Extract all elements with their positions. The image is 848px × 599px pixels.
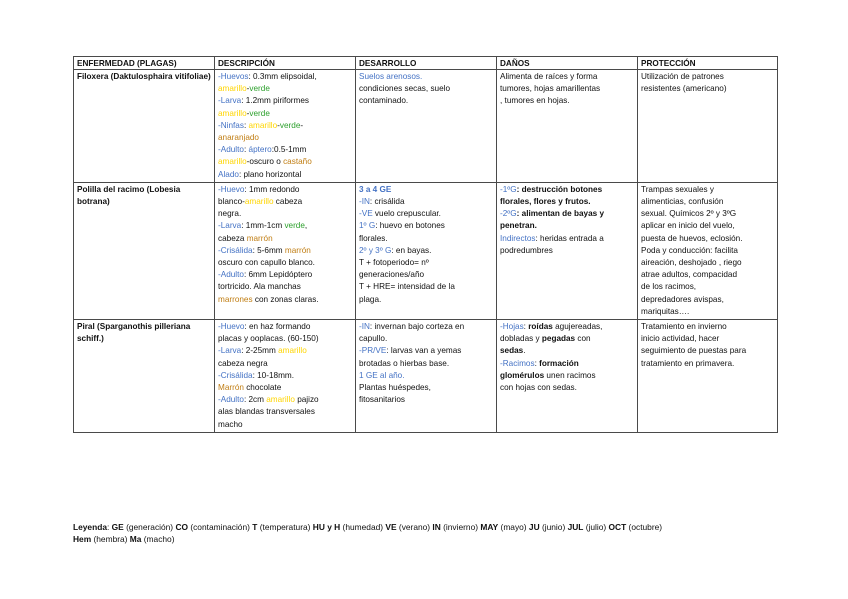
text-segment: contaminado.: [359, 96, 409, 106]
text-segment: (temperatura): [257, 522, 313, 532]
text-line: [73, 522, 793, 534]
text-line: [359, 358, 493, 370]
text-segment: (macho): [141, 533, 175, 544]
text-segment: sexual. Químicos 2º y 3ºG: [641, 209, 737, 219]
header-row: [74, 57, 778, 70]
text-segment: -Huevo: [218, 184, 245, 194]
text-line: [359, 71, 493, 83]
text-segment: vuelo crepuscular.: [372, 209, 441, 219]
text-line: [500, 95, 634, 107]
pests-table: [73, 56, 778, 433]
text-segment: : en bayas.: [391, 245, 432, 255]
text-line: [500, 233, 634, 245]
text-line: [218, 394, 352, 406]
text-segment: T: [252, 522, 258, 532]
text-line: [359, 220, 493, 232]
disease-cell: Piral (Sparganothis pilleriana schiff.): [74, 320, 215, 433]
text-segment: Alado: [218, 169, 239, 179]
text-segment: IN: [432, 522, 441, 532]
text-segment: -Hojas: [500, 322, 524, 332]
text-segment: macho: [218, 419, 243, 429]
text-line: [641, 208, 774, 220]
text-segment: JU: [528, 522, 540, 532]
text-segment: -Racimos: [500, 358, 535, 368]
text-segment: OCT: [608, 522, 627, 532]
text-segment: amarillo: [266, 395, 295, 405]
text-segment: generaciones/año: [359, 270, 425, 280]
text-line: [218, 257, 352, 269]
text-segment: :: [106, 522, 112, 532]
text-segment: , tumores en hojas.: [500, 96, 570, 106]
text-line: [218, 294, 352, 306]
text-segment: oscuro con capullo blanco.: [218, 258, 315, 268]
text-segment: castaño: [283, 157, 312, 167]
text-line: [218, 370, 352, 382]
text-segment: pegadas: [541, 334, 576, 344]
text-segment: penetran.: [500, 221, 537, 231]
text-segment: (mayo): [498, 522, 529, 532]
text-segment: verde: [284, 221, 305, 231]
text-segment: -: [246, 84, 250, 94]
text-segment: -VE: [359, 209, 373, 219]
text-line: [218, 220, 352, 232]
text-line: [641, 269, 774, 281]
text-segment: : 0.3mm elipsoidal,: [248, 72, 317, 81]
legend: [73, 522, 793, 545]
text-line: [641, 358, 774, 370]
text-segment: amarillo: [218, 157, 247, 167]
text-segment: -Crisálida: [218, 370, 253, 380]
text-segment: 1º G: [359, 221, 376, 231]
text-segment: -Larva: [218, 221, 242, 231]
text-line: [500, 184, 634, 196]
text-line: [641, 294, 774, 306]
text-segment: :: [523, 322, 529, 332]
text-segment: marrones: [218, 294, 253, 304]
description-cell: [215, 320, 356, 433]
text-segment: -oscuro o: [246, 157, 284, 167]
text-line: [500, 208, 634, 220]
text-segment: (invierno): [440, 522, 481, 532]
text-segment: con hojas con sedas.: [500, 383, 577, 393]
text-segment: puesta de huevos, eclosión.: [641, 233, 743, 243]
text-line: [218, 120, 352, 132]
damage-cell: [497, 70, 638, 183]
text-segment: (julio): [583, 522, 609, 532]
text-segment: :: [243, 145, 249, 155]
text-line: [641, 333, 774, 345]
text-line: [359, 345, 493, 357]
text-segment: depredadores avispas,: [641, 294, 724, 304]
text-segment: GE: [111, 522, 124, 532]
text-line: [641, 306, 774, 318]
text-segment: amarillo: [244, 197, 274, 207]
text-segment: CO: [175, 522, 188, 532]
text-segment: Suelos arenosos.: [359, 72, 423, 81]
text-segment: alas blandas transversales: [218, 407, 315, 417]
text-line: [218, 95, 352, 107]
text-segment: -Adulto: [218, 270, 244, 280]
text-line: [218, 208, 352, 220]
header-damage: DAÑOS: [497, 57, 638, 70]
text-line: [218, 108, 352, 120]
text-segment: marrón: [246, 233, 273, 243]
text-segment: verde: [249, 84, 270, 94]
text-segment: unen racimos: [544, 370, 596, 380]
text-segment: sedas: [500, 346, 524, 356]
text-segment: con: [575, 334, 591, 344]
text-line: [218, 169, 352, 181]
text-segment: -Crisálida: [218, 245, 253, 255]
protection-cell: [638, 182, 778, 319]
text-line: [641, 281, 774, 293]
text-line: [500, 370, 634, 382]
text-segment: : larvas van a yemas: [386, 346, 462, 356]
text-segment: -2ºG: [500, 209, 517, 219]
text-segment: atrae adultos, compacidad: [641, 270, 738, 280]
text-segment: (hembra): [91, 533, 130, 544]
header-protection: PROTECCIÓN: [638, 57, 778, 70]
text-segment: verde: [279, 120, 301, 130]
text-segment: glomérulos: [500, 370, 545, 380]
text-line: [359, 370, 493, 382]
text-segment: Indirectos: [500, 233, 536, 243]
text-segment: Alimenta de raíces y forma: [500, 72, 598, 81]
text-line: [641, 233, 774, 245]
text-segment: : plano horizontal: [238, 169, 302, 179]
text-segment: -: [277, 120, 280, 130]
text-line: [359, 321, 493, 333]
text-segment: : huevo en botones: [375, 221, 445, 231]
text-segment: -IN: [359, 197, 370, 207]
text-segment: Leyenda: [73, 522, 107, 532]
text-segment: : 2-25mm: [241, 346, 279, 356]
text-segment: negra.: [218, 209, 242, 219]
text-line: [500, 333, 634, 345]
text-segment: Ma: [129, 533, 142, 544]
text-line: [218, 156, 352, 168]
text-line: [641, 196, 774, 208]
text-segment: agujereadas,: [552, 322, 603, 332]
text-segment: Trampas sexuales y: [641, 184, 714, 194]
text-line: [359, 269, 493, 281]
text-segment: -Adulto: [218, 145, 244, 155]
disease-cell: Filoxera (Daktulosphaira vitifoliae): [74, 70, 215, 183]
text-segment: podredumbres: [500, 245, 553, 255]
text-segment: : en haz formando: [244, 322, 311, 332]
text-segment: (octubre): [626, 522, 663, 532]
text-segment: : 1mm-1cm: [241, 221, 285, 231]
text-segment: brotadas o hierbas base.: [359, 358, 450, 368]
text-line: [641, 220, 774, 232]
text-segment: HU y H: [312, 522, 341, 532]
text-segment: : 2cm: [243, 395, 267, 405]
text-segment: aireación, deshojado , riego: [641, 258, 742, 268]
text-line: [218, 321, 352, 333]
text-segment: cabeza negra: [218, 358, 268, 368]
text-segment: placas y ooplacas. (60-150): [218, 334, 319, 344]
damage-cell: [497, 320, 638, 433]
text-segment: -: [218, 72, 221, 81]
text-segment: -1ºG: [500, 184, 517, 194]
text-line: [359, 208, 493, 220]
text-segment: amarillo: [248, 120, 278, 130]
text-segment: Huevos: [220, 72, 249, 81]
text-segment: cabeza: [218, 233, 247, 243]
text-segment: 1 GE al año.: [359, 370, 405, 380]
text-segment: : alimentan de bayas y: [516, 209, 605, 219]
text-segment: Plantas huéspedes,: [359, 383, 431, 393]
development-cell: [356, 320, 497, 433]
text-line: [359, 294, 493, 306]
text-line: [500, 245, 634, 257]
text-segment: dobladas y: [500, 334, 542, 344]
protection-cell: [638, 320, 778, 433]
text-line: [359, 394, 493, 406]
text-segment: plaga.: [359, 294, 382, 304]
text-segment: aplicar en inicio del vuelo,: [641, 221, 735, 231]
text-segment: VE: [385, 522, 397, 532]
text-segment: roídas: [528, 322, 553, 332]
text-line: [359, 333, 493, 345]
text-segment: -Larva: [218, 346, 242, 356]
text-segment: Marrón: [218, 383, 244, 393]
text-segment: (junio): [539, 522, 568, 532]
description-cell: [215, 70, 356, 183]
text-segment: (verano): [396, 522, 433, 532]
text-line: [359, 382, 493, 394]
text-segment: T + fotoperiodo= nº: [359, 258, 429, 268]
text-segment: tratamiento en primavera.: [641, 358, 735, 368]
text-segment: : 10-18mm.: [252, 370, 294, 380]
header-disease: ENFERMEDAD (PLAGAS): [74, 57, 215, 70]
text-line: [500, 345, 634, 357]
text-segment: amarillo: [218, 108, 247, 118]
text-segment: Hem: [73, 533, 92, 544]
text-line: [218, 144, 352, 156]
text-line: [218, 245, 352, 257]
text-segment: Utilización de patrones: [641, 72, 724, 81]
text-segment: ,: [304, 221, 308, 231]
text-segment: amarillo: [278, 346, 307, 356]
text-line: [641, 321, 774, 333]
text-segment: anaranjado: [218, 133, 259, 143]
text-line: [641, 71, 774, 83]
text-segment: resistentes (americano): [641, 84, 727, 94]
text-segment: -Adulto: [218, 395, 244, 405]
text-segment: : crisálida: [369, 197, 405, 207]
text-segment: de los racimos,: [641, 282, 697, 292]
text-segment: JUL: [567, 522, 584, 532]
text-segment: : invernan bajo corteza en: [369, 322, 465, 332]
text-segment: -: [300, 120, 304, 130]
text-segment: 2º y 3º G: [359, 245, 392, 255]
text-line: [218, 345, 352, 357]
text-segment: tortricido. Ala manchas: [218, 282, 301, 292]
text-line: [218, 281, 352, 293]
header-description: DESCRIPCIÓN: [215, 57, 356, 70]
text-segment: cabeza: [273, 197, 303, 207]
text-line: [218, 419, 352, 431]
text-line: [359, 281, 493, 293]
text-segment: pajizo: [294, 395, 319, 405]
text-line: [359, 245, 493, 257]
development-cell: [356, 182, 497, 319]
protection-cell: [638, 70, 778, 183]
header-development: DESARROLLO: [356, 57, 497, 70]
text-segment: (generación): [123, 522, 176, 532]
text-line: [641, 257, 774, 269]
text-line: [500, 321, 634, 333]
text-segment: capullo.: [359, 334, 388, 344]
text-segment: fitosanitarios: [359, 395, 405, 405]
text-line: [500, 220, 634, 232]
text-segment: tumores, hojas amarillentas: [500, 84, 601, 94]
text-segment: chocolate: [243, 383, 282, 393]
text-line: [218, 406, 352, 418]
text-segment: -: [246, 108, 250, 118]
text-line: [500, 71, 634, 83]
text-segment: seguimiento de puestas para: [641, 346, 747, 356]
text-segment: -IN: [359, 322, 370, 332]
text-segment: Tratamiento en invierno: [641, 322, 727, 332]
text-line: [500, 358, 634, 370]
text-line: [500, 382, 634, 394]
text-segment: amarillo: [218, 84, 247, 94]
text-line: [218, 333, 352, 345]
text-segment: verde: [249, 108, 270, 118]
text-line: [359, 233, 493, 245]
text-segment: condiciones secas, suelo: [359, 84, 451, 94]
text-line: [218, 269, 352, 281]
table-row: [74, 320, 778, 433]
text-segment: : destrucción botones: [516, 184, 603, 194]
text-line: [218, 233, 352, 245]
text-line: [218, 358, 352, 370]
text-segment: :: [534, 358, 540, 368]
text-segment: T + HRE= intensidad de la: [359, 282, 455, 292]
text-segment: .: [523, 346, 526, 356]
description-cell: [215, 182, 356, 319]
text-segment: : 5-6mm: [252, 245, 285, 255]
text-segment: : 6mm Lepidóptero: [243, 270, 313, 280]
text-line: [359, 184, 493, 196]
text-segment: marrón: [284, 245, 311, 255]
damage-cell: [497, 182, 638, 319]
table-row: [74, 182, 778, 319]
text-segment: formación: [539, 358, 579, 368]
text-line: [359, 95, 493, 107]
disease-cell: Polilla del racimo (Lobesia botrana): [74, 182, 215, 319]
text-segment: : 1.2mm piriformes: [241, 96, 310, 106]
text-segment: -Larva: [218, 96, 242, 106]
text-line: [218, 184, 352, 196]
text-line: [500, 196, 634, 208]
text-line: [641, 184, 774, 196]
text-line: [359, 83, 493, 95]
text-segment: MAY: [480, 522, 499, 532]
text-line: [218, 83, 352, 95]
text-line: [359, 257, 493, 269]
text-line: [218, 132, 352, 144]
text-segment: :: [243, 120, 249, 130]
text-segment: :0.5-1mm: [271, 145, 307, 155]
text-segment: mariquitas….: [641, 306, 690, 316]
text-segment: blanco-: [218, 197, 245, 207]
text-line: [641, 83, 774, 95]
text-segment: florales.: [359, 233, 388, 243]
text-line: [641, 245, 774, 257]
text-line: [218, 71, 352, 83]
text-line: [218, 196, 352, 208]
text-segment: florales, flores y frutos.: [500, 197, 591, 207]
text-segment: : 1mm redondo: [244, 184, 300, 194]
text-line: [218, 382, 352, 394]
text-segment: : heridas entrada a: [535, 233, 604, 243]
text-segment: 3 a 4 GE: [359, 184, 392, 194]
text-segment: (humedad): [340, 522, 386, 532]
text-line: [641, 345, 774, 357]
text-line: [359, 196, 493, 208]
text-segment: -PR/VE: [359, 346, 387, 356]
text-segment: con zonas claras.: [252, 294, 319, 304]
text-segment: inicio actividad, hacer: [641, 334, 720, 344]
text-line: [500, 83, 634, 95]
text-segment: (contaminación): [188, 522, 253, 532]
table-row: [74, 70, 778, 183]
text-segment: alimenticias, confusión: [641, 197, 724, 207]
text-segment: Poda y conducción: facilita: [641, 245, 738, 255]
text-segment: -Huevo: [218, 322, 245, 332]
development-cell: [356, 70, 497, 183]
text-line: [73, 534, 793, 546]
text-segment: -Ninfas: [218, 120, 244, 130]
text-segment: áptero: [248, 145, 272, 155]
